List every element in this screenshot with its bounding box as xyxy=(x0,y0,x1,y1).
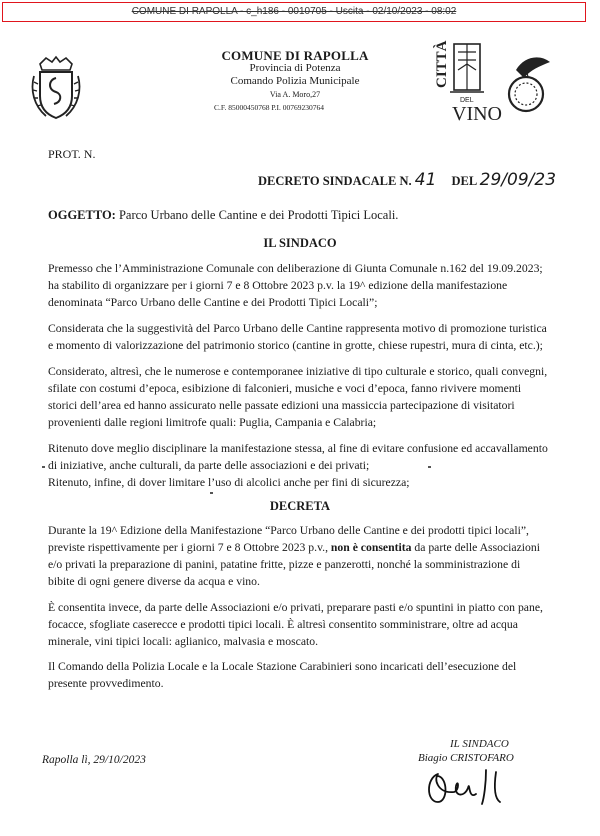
paragraph-considerato: Considerato, altresì, che le numerose e contemporanee iniziative di tipo culturale e storico, quali convegni, sfilate con costumi d’epoca, esibizione di falconieri, musiche e voci d’epoca, fanno rivivere momenti storici dell’area ed hanno assicurato nelle passate edizioni una massiccia partecipazione di visitatori provenienti dalle regioni limitrofe quali: Puglia, Campania e Calabria; xyxy=(48,365,548,429)
signature-block xyxy=(418,737,514,765)
paragraph-durante-post: da parte delle Associazioni e/o privati la preparazione di panini, patatine fritte, pizze e panzerotti, nonché la somministrazione di bibite di ogni genere diverse da acqua e vino. xyxy=(48,541,540,588)
logo-vino-text: VINO xyxy=(452,103,502,125)
paragraph-durante xyxy=(48,522,548,590)
address: Via A. Moro,27 xyxy=(269,90,321,99)
comune-name: COMUNE DI RAPOLLA xyxy=(221,48,369,63)
paragraph-considerata: Considerata che la suggestività del Parco Urbano delle Cantine rappresenta motivo di promozione turistica e momento di valorizzazione del patrimonio storico (cantine in grotte, chiese rupestri, mura di cinta, etc.); xyxy=(48,322,547,352)
paragraph-durante-bold: non è consentita xyxy=(330,541,412,554)
subject-line xyxy=(48,208,398,223)
decree-del-label: DEL xyxy=(451,174,477,188)
subject-text: Parco Urbano delle Cantine e dei Prodotti Tipici Locali. xyxy=(115,208,399,222)
decree-line xyxy=(258,170,556,190)
protocol-stamp-text: COMUNE DI RAPOLLA - c_h186 - 0010705 - Uscita - 02/10/2023 - 08:02 xyxy=(131,6,457,17)
paragraph-premesso: Premesso che l’Amministrazione Comunale con deliberazione di Giunta Comunale n.162 del 19.09.2023; ha stabilito di organizzare per i giorni 7 e 8 Ottobre 2023 p.v. la 19^ edizione della manifestazione denominata “Parco Urbano delle Cantine e dei Prodotti Tipici Locali”; xyxy=(48,262,543,309)
logo-del-text: DEL xyxy=(460,97,474,104)
provincia: Provincia di Potenza xyxy=(249,62,341,74)
protocol-number-label: PROT. N. xyxy=(48,147,96,161)
heading-il-sindaco: IL SINDACO xyxy=(263,236,337,250)
signature-name: Biagio CRISTOFARO xyxy=(418,752,514,764)
place-date: Rapolla lì, 29/10/2023 xyxy=(42,754,146,766)
fiscal-codes: C.F. 85000450768 P.I. 00769230764 xyxy=(214,103,325,112)
heading-decreta: DECRETA xyxy=(269,499,331,513)
paragraph-ritenuto-2: Ritenuto, infine, di dover limitare l’uso di alcolici anche per fini di sicurezza; xyxy=(48,476,410,489)
subject-label: OGGETTO: xyxy=(48,208,116,222)
decree-label: DECRETO SINDACALE N. xyxy=(258,174,412,188)
protocol-stamp-box xyxy=(2,2,586,22)
decree-date: 29/09/23 xyxy=(479,170,557,190)
decree-number: 41 xyxy=(414,170,437,190)
paragraph-ritenuto-1: Ritenuto dove meglio disciplinare la manifestazione stessa, al fine di evitare confusione ed accavallamento di iniziative, anche culturali, da parte delle associazioni e dei privati; xyxy=(48,442,548,472)
scan-speck xyxy=(210,492,213,494)
paragraph-comando: Il Comando della Polizia Locale e la Locale Stazione Carabinieri sono incaricati dell’esecuzione del presente provvedimento. xyxy=(48,660,517,690)
citta-del-vino-logo-icon xyxy=(434,40,556,125)
signature-title: IL SINDACO xyxy=(450,738,509,750)
municipal-crest-icon xyxy=(30,56,82,122)
scan-speck xyxy=(42,466,45,468)
comando: Comando Polizia Municipale xyxy=(230,75,360,87)
letterhead xyxy=(200,49,390,114)
logo-citta-text: CITTÀ xyxy=(434,40,450,88)
paragraph-durante-pre: Durante la 19^ Edizione della Manifestazione “Parco Urbano delle Cantine e dei prodotti tipici locali”, previste rispettivamente per i giorni 7 e 8 Ottobre 2023 p.v., xyxy=(48,524,529,554)
paragraph-ritenuto xyxy=(48,440,548,491)
paragraph-consentita: È consentita invece, da parte delle Associazioni e/o privati, preparare pasti e/o spuntini in piatto con pane, focacce, sfogliate caserecce e prodotti tipici locali. È altresì consentito somministrare, oltre ad acqua minerale, vini tipici locali: aglianico, malvasia e moscato. xyxy=(48,601,543,648)
handwritten-signature-icon xyxy=(424,764,534,808)
scan-speck xyxy=(428,466,431,468)
